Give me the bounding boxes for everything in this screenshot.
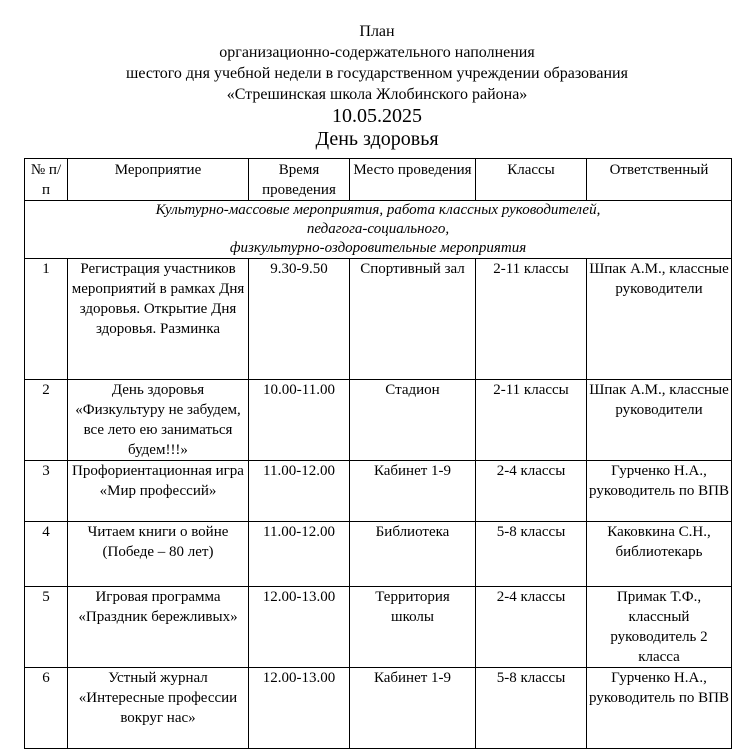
schedule-table [24, 158, 732, 749]
cell-time: 9.30-9.50 [249, 259, 350, 380]
header-event: Мероприятие [68, 159, 249, 201]
cell-num: 5 [25, 587, 68, 668]
cell-time: 10.00-11.00 [249, 380, 350, 461]
cell-time: 12.00-13.00 [249, 587, 350, 668]
section-title [25, 201, 732, 259]
cell-time: 11.00-12.00 [249, 522, 350, 587]
cell-event: Читаем книги о войне (Победе – 80 лет) [68, 522, 249, 587]
table-row [25, 522, 732, 587]
cell-classes: 2-4 классы [476, 587, 587, 668]
cell-classes: 2-11 классы [476, 259, 587, 380]
header-date: 10.05.2025 [332, 105, 422, 127]
cell-place: Стадион [350, 380, 476, 461]
section-line-2: педагога-социального, [306, 221, 450, 237]
header-time: Время проведения [249, 159, 350, 201]
cell-event: Профориентационная игра «Мир профессий» [68, 461, 249, 522]
cell-event: День здоровья «Физкультуру не забудем, все лето ею заниматься будем!!!» [68, 380, 249, 461]
header-num: № п/п [25, 159, 68, 201]
cell-responsible: Шпак А.М., классные руководители [587, 380, 732, 461]
cell-place: Кабинет 1-9 [350, 461, 476, 522]
cell-time: 12.00-13.00 [249, 668, 350, 749]
cell-place: Спортивный зал [350, 259, 476, 380]
cell-place: Территория школы [350, 587, 476, 668]
header-subtitle: организационно-содержательного наполнения [219, 44, 535, 61]
cell-num: 6 [25, 668, 68, 749]
cell-classes: 5-8 классы [476, 668, 587, 749]
cell-responsible: Примак Т.Ф., классный руководитель 2 класса [587, 587, 732, 668]
cell-num: 1 [25, 259, 68, 380]
cell-classes: 2-4 классы [476, 461, 587, 522]
cell-responsible: Гурченко Н.А., руководитель по ВПВ [587, 668, 732, 749]
section-line-3: физкультурно-оздоровительные мероприятия [229, 240, 527, 256]
cell-event: Регистрация участников мероприятий в рамках Дня здоровья. Открытие Дня здоровья. Разминка [68, 259, 249, 380]
cell-classes: 5-8 классы [476, 522, 587, 587]
header-responsible: Ответственный [587, 159, 732, 201]
header-plan: План [359, 23, 395, 40]
table-row [25, 461, 732, 522]
cell-responsible: Гурченко Н.А., руководитель по ВПВ [587, 461, 732, 522]
header-school-name: «Стрешинская школа Жлобинского района» [226, 86, 528, 103]
cell-num: 2 [25, 380, 68, 461]
cell-event: Игровая программа «Праздник бережливых» [68, 587, 249, 668]
table-row [25, 587, 732, 668]
table-row [25, 259, 732, 380]
header-place: Место проведения [350, 159, 476, 201]
header-title: День здоровья [315, 128, 439, 150]
cell-responsible: Шпак А.М., классные руководители [587, 259, 732, 380]
cell-time: 11.00-12.00 [249, 461, 350, 522]
cell-num: 4 [25, 522, 68, 587]
cell-classes: 2-11 классы [476, 380, 587, 461]
section-row [25, 201, 732, 259]
cell-responsible: Каковкина С.Н., библиотекарь [587, 522, 732, 587]
document-header [0, 0, 754, 151]
header-description: шестого дня учебной недели в государственном учреждении образования [126, 65, 628, 82]
header-classes: Классы [476, 159, 587, 201]
cell-event: Устный журнал «Интересные профессии вокруг нас» [68, 668, 249, 749]
section-line-1: Культурно-массовые мероприятия, работа классных руководителей, [155, 202, 601, 218]
table-row [25, 668, 732, 749]
table-row [25, 380, 732, 461]
cell-place: Кабинет 1-9 [350, 668, 476, 749]
table-header-row [25, 159, 732, 201]
cell-place: Библиотека [350, 522, 476, 587]
cell-num: 3 [25, 461, 68, 522]
